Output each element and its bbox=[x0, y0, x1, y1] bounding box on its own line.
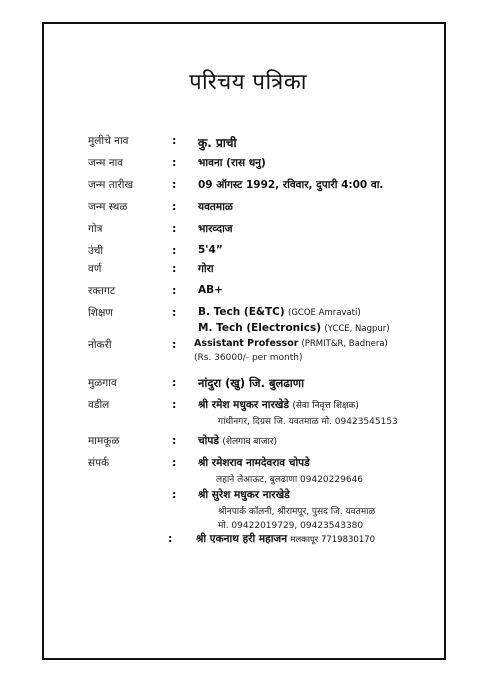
job-label: नोकरी bbox=[88, 339, 112, 351]
contact-2-address: श्रीनपार्क कॉलनी, श्रीरामपूर, पुसद जि. यवतमाळ bbox=[218, 507, 376, 517]
colon: : bbox=[168, 532, 173, 545]
blood-group-label: रक्तगट bbox=[88, 285, 116, 297]
maternal-label: मामकूळ bbox=[88, 435, 120, 447]
degree-2-college: (YCCE, Nagpur) bbox=[324, 324, 390, 334]
birth-place-value: यवतमाळ bbox=[198, 201, 233, 213]
native-label: मुळगाव bbox=[88, 377, 117, 389]
page-title: परिचय पत्रिका bbox=[189, 70, 307, 95]
height-label: उंची bbox=[88, 245, 104, 257]
native-value: नांदुरा (खु) जि. बुलढाणा bbox=[198, 376, 305, 390]
colon: : bbox=[172, 244, 177, 257]
contact-3-address: मलकापूर 7719830170 bbox=[290, 535, 376, 545]
blood-group-value: AB+ bbox=[198, 284, 223, 296]
colon: : bbox=[172, 338, 177, 351]
name-label: मुलीचे नाव bbox=[88, 135, 129, 147]
degree-2: M. Tech (Electronics) bbox=[198, 322, 322, 334]
name-value: कु. प्राची bbox=[198, 136, 237, 150]
contact-2-name: श्री सुरेश मधुकर नारखेडे bbox=[198, 489, 290, 501]
contact-3-name: श्री एकनाथ हरी महाजन bbox=[196, 533, 288, 545]
gotra-label: गोत्र bbox=[88, 223, 103, 235]
colon: : bbox=[172, 398, 177, 411]
birth-place-label: जन्म स्थळ bbox=[88, 201, 128, 213]
contact-2-phone: मो. 09422019729, 09423543380 bbox=[218, 521, 364, 531]
colon: : bbox=[172, 262, 177, 275]
contact-label: संपर्क bbox=[88, 457, 110, 469]
father-address: गांधीनगर, दिग्रस जि. यवतमाळ मो. 09423545153 bbox=[218, 417, 398, 427]
colon: : bbox=[172, 488, 177, 501]
degree-1-college: (GCOE Amravati) bbox=[288, 308, 361, 318]
colon: : bbox=[172, 376, 177, 389]
education-label: शिक्षण bbox=[88, 307, 113, 319]
birth-name-value: भावना (रास धनु) bbox=[198, 157, 266, 169]
colon: : bbox=[172, 434, 177, 447]
job-salary: (Rs. 36000/- per month) bbox=[194, 353, 303, 363]
colon: : bbox=[172, 200, 177, 213]
father-occupation: (सेवा निवृत्त शिक्षक) bbox=[292, 401, 359, 411]
colon: : bbox=[172, 456, 177, 469]
education-line-2 bbox=[198, 322, 390, 334]
birth-date-label: जन्म तारीख bbox=[88, 179, 134, 191]
height-value: 5'4” bbox=[198, 244, 223, 256]
father-line-1 bbox=[198, 398, 359, 412]
complexion-value: गोरा bbox=[198, 263, 214, 275]
colon: : bbox=[172, 156, 177, 169]
maternal-line bbox=[198, 434, 277, 448]
degree-1: B. Tech (E&TC) bbox=[198, 306, 285, 318]
colon: : bbox=[172, 178, 177, 191]
colon: : bbox=[172, 306, 177, 319]
gotra-value: भारव्दाज bbox=[198, 223, 233, 235]
contact-3-line bbox=[196, 532, 375, 546]
father-name: श्री रमेश मधुकर नारखेडे bbox=[198, 399, 289, 411]
birth-date-value: 09 ऑगस्ट 1992, रविवार, दुपारी 4:00 वा. bbox=[198, 179, 384, 191]
father-label: वडील bbox=[88, 399, 110, 411]
colon: : bbox=[172, 134, 177, 147]
job-institute: (PRMIT&R, Badnera) bbox=[301, 339, 388, 349]
colon: : bbox=[172, 284, 177, 297]
colon: : bbox=[172, 222, 177, 235]
maternal-village: (शेलगाव बाजार) bbox=[222, 437, 277, 447]
contact-1-name: श्री रमेशराव नामदेवराव चोपडे bbox=[198, 457, 310, 469]
job-line-1 bbox=[194, 338, 388, 349]
job-title: Assistant Professor bbox=[194, 338, 299, 349]
maternal-surname: चोपडे bbox=[198, 435, 219, 447]
complexion-label: वर्ण bbox=[88, 263, 102, 275]
education-line-1 bbox=[198, 306, 361, 318]
contact-1-address: लहाने लेआऊट, बुलढाणा 09420229646 bbox=[216, 475, 364, 485]
birth-name-label: जन्म नाव bbox=[88, 157, 124, 169]
